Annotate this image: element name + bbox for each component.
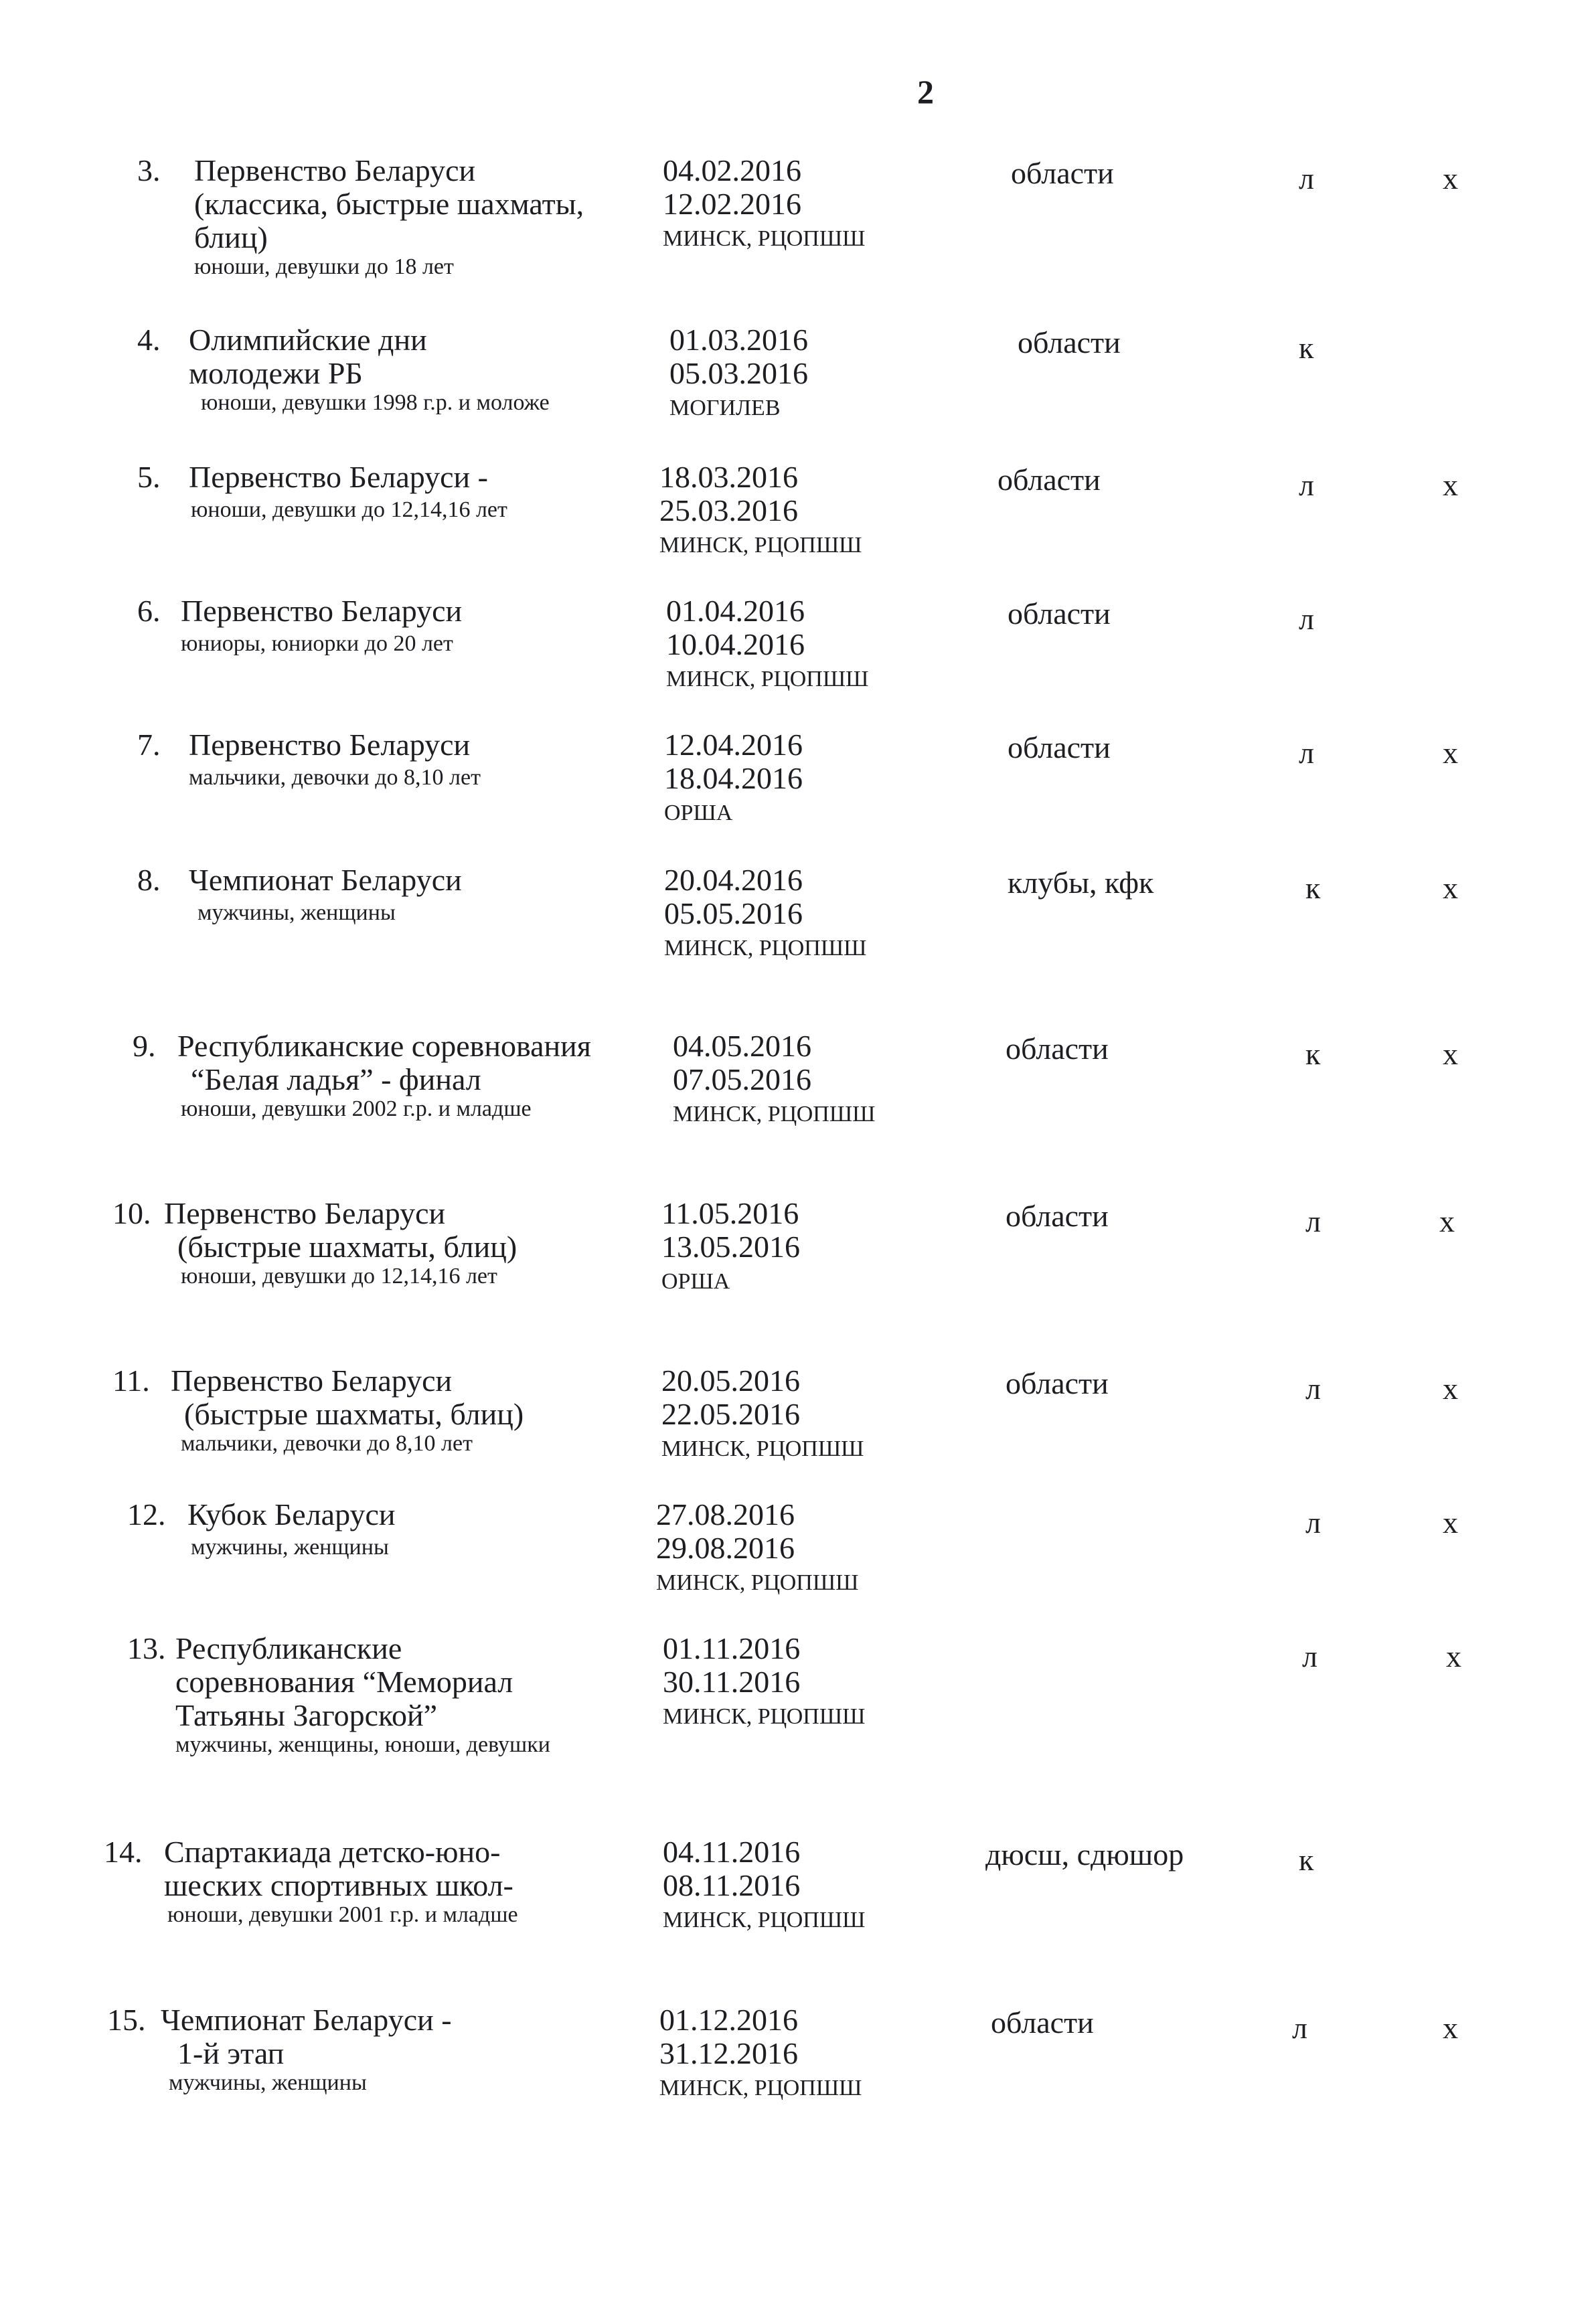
entry-participants-category: мужчины, женщины, юноши, девушки: [175, 1732, 550, 1757]
entry-mark-2: х: [1446, 1639, 1461, 1673]
page-number: 2: [917, 73, 934, 110]
entry-date-from: 01.11.2016: [663, 1631, 801, 1665]
entry-participants-category: юноши, девушки 2001 г.р. и младше: [167, 1902, 518, 1927]
entry-title-line: 1-й этап: [177, 2036, 285, 2070]
entry-title-line: шеских спортивных школ-: [164, 1868, 513, 1902]
competition-entry: [0, 155, 1596, 289]
entry-number: 6.: [137, 594, 161, 628]
entry-date-from: 04.02.2016: [663, 153, 801, 187]
entry-title-line: Первенство Беларуси: [171, 1363, 453, 1398]
entry-title-line: Чемпионат Беларуси -: [161, 2003, 452, 2037]
entry-title-line: Чемпионат Беларуси: [189, 863, 462, 897]
entry-mark-1: л: [1299, 602, 1314, 636]
entry-location: МИНСК, РЦОПШШ: [666, 667, 869, 691]
entry-location: МИНСК, РЦОПШШ: [661, 1436, 864, 1461]
entry-mark-1: л: [1305, 1505, 1321, 1540]
entry-title-line: Олимпийские дни: [189, 323, 427, 357]
entry-participants-category: мужчины, женщины: [197, 900, 396, 925]
competition-entry: [0, 325, 1596, 459]
entry-number: 4.: [137, 323, 161, 357]
entry-mark-2: х: [1443, 2011, 1458, 2045]
competition-entry: [0, 1031, 1596, 1165]
entry-title-line: (классика, быстрые шахматы,: [194, 187, 584, 221]
entry-mark-2: х: [1439, 1204, 1455, 1238]
entry-number: 15.: [107, 2003, 146, 2037]
entry-title-line: Первенство Беларуси -: [189, 460, 488, 494]
entry-participants-category: юноши, девушки 1998 г.р. и моложе: [201, 390, 550, 415]
entry-mark-1: л: [1299, 468, 1314, 502]
entry-mark-1: л: [1305, 1204, 1321, 1238]
entry-title-line: Первенство Беларуси: [164, 1196, 446, 1230]
entry-mark-1: л: [1299, 161, 1314, 195]
entry-participating-teams: области: [1018, 325, 1121, 359]
entry-mark-1: к: [1299, 331, 1314, 365]
entry-date-from: 20.05.2016: [661, 1363, 800, 1398]
entry-location: МИНСК, РЦОПШШ: [659, 2076, 862, 2100]
entry-participating-teams: области: [998, 463, 1101, 497]
entry-mark-1: к: [1305, 871, 1321, 905]
entry-date-to: 25.03.2016: [659, 493, 798, 527]
entry-participating-teams: дюсш, сдюшор: [985, 1837, 1184, 1872]
entry-number: 13.: [127, 1631, 166, 1665]
entry-mark-1: л: [1292, 2011, 1307, 2045]
entry-participating-teams: области: [1006, 1366, 1109, 1400]
competition-entry: [0, 1633, 1596, 1767]
entry-date-to: 31.12.2016: [659, 2036, 798, 2070]
entry-location: МИНСК, РЦОПШШ: [663, 226, 866, 251]
entry-mark-2: х: [1443, 1372, 1458, 1406]
entry-mark-2: х: [1443, 736, 1458, 770]
competition-entry: [0, 1499, 1596, 1633]
entry-title-line: Татьяны Загорской”: [175, 1698, 438, 1732]
entry-participants-category: мужчины, женщины: [169, 2070, 367, 2095]
competition-entry: [0, 1365, 1596, 1499]
entry-participants-category: юноши, девушки 2002 г.р. и младше: [181, 1096, 532, 1121]
entry-mark-1: к: [1305, 1037, 1321, 1071]
entry-number: 11.: [112, 1363, 150, 1398]
competition-entry: [0, 596, 1596, 730]
entry-participants-category: мальчики, девочки до 8,10 лет: [181, 1431, 473, 1456]
entry-mark-2: х: [1443, 871, 1458, 905]
entry-date-to: 05.05.2016: [664, 896, 803, 930]
entry-title-line: (быстрые шахматы, блиц): [184, 1397, 524, 1431]
competition-entry: [0, 1837, 1596, 1971]
competition-entry: [0, 730, 1596, 863]
entry-title-line: Первенство Беларуси: [189, 728, 471, 762]
entry-participating-teams: области: [991, 2005, 1094, 2040]
entry-number: 14.: [104, 1835, 143, 1869]
entry-mark-2: х: [1443, 1037, 1458, 1071]
entry-location: МИНСК, РЦОПШШ: [659, 533, 862, 558]
entry-date-to: 10.04.2016: [666, 627, 805, 661]
entry-date-to: 12.02.2016: [663, 187, 801, 221]
entry-mark-1: к: [1299, 1843, 1314, 1877]
entry-location: МОГИЛЕВ: [669, 396, 781, 420]
entry-mark-1: л: [1302, 1639, 1318, 1673]
entry-participating-teams: области: [1008, 730, 1111, 764]
entry-date-to: 07.05.2016: [673, 1062, 811, 1096]
entry-date-to: 29.08.2016: [656, 1531, 795, 1565]
entry-number: 8.: [137, 863, 161, 897]
entry-date-from: 20.04.2016: [664, 863, 803, 897]
entry-number: 3.: [137, 153, 161, 187]
entry-date-from: 01.04.2016: [666, 594, 805, 628]
entry-location: ОРША: [664, 801, 733, 825]
entry-participating-teams: области: [1008, 596, 1111, 631]
entry-date-to: 30.11.2016: [663, 1665, 801, 1699]
entry-date-from: 01.03.2016: [669, 323, 808, 357]
entry-date-from: 11.05.2016: [661, 1196, 799, 1230]
entry-date-from: 04.05.2016: [673, 1029, 811, 1063]
entry-title-line: (быстрые шахматы, блиц): [177, 1230, 517, 1264]
entry-participants-category: юноши, девушки до 12,14,16 лет: [191, 497, 507, 522]
entry-mark-2: х: [1443, 161, 1458, 195]
competition-entry: [0, 462, 1596, 596]
entry-location: МИНСК, РЦОПШШ: [664, 936, 867, 961]
entry-location: МИНСК, РЦОПШШ: [663, 1704, 866, 1729]
entry-number: 9.: [133, 1029, 156, 1063]
entry-title-line: Первенство Беларуси: [194, 153, 476, 187]
entry-date-to: 05.03.2016: [669, 356, 808, 390]
entry-date-to: 13.05.2016: [661, 1230, 800, 1264]
entry-participating-teams: области: [1011, 156, 1114, 190]
entry-title-line: “Белая ладья” - финал: [191, 1062, 481, 1096]
entry-date-from: 27.08.2016: [656, 1497, 795, 1531]
entry-location: МИНСК, РЦОПШШ: [656, 1570, 859, 1595]
entry-date-to: 22.05.2016: [661, 1397, 800, 1431]
entry-participants-category: мальчики, девочки до 8,10 лет: [189, 765, 481, 790]
entry-date-to: 18.04.2016: [664, 761, 803, 795]
entry-participants-category: юниоры, юниорки до 20 лет: [181, 631, 453, 656]
entry-participating-teams: области: [1006, 1031, 1109, 1066]
entry-date-from: 12.04.2016: [664, 728, 803, 762]
competition-entry: [0, 2005, 1596, 2139]
entry-participating-teams: области: [1006, 1199, 1109, 1233]
entry-location: ОРША: [661, 1269, 730, 1294]
entry-title-line: Кубок Беларуси: [187, 1497, 396, 1531]
entry-date-from: 18.03.2016: [659, 460, 798, 494]
entry-title-line: Республиканские соревнования: [177, 1029, 591, 1063]
competition-entry: [0, 1198, 1596, 1332]
entry-mark-2: х: [1443, 1505, 1458, 1540]
entry-title-line: блиц): [194, 220, 268, 254]
entry-location: МИНСК, РЦОПШШ: [673, 1102, 876, 1127]
entry-participants-category: юноши, девушки до 18 лет: [194, 254, 454, 279]
entry-participating-teams: клубы, кфк: [1008, 865, 1154, 900]
competition-entry: [0, 865, 1596, 999]
entry-date-to: 08.11.2016: [663, 1868, 801, 1902]
entry-participants-category: юноши, девушки до 12,14,16 лет: [181, 1264, 497, 1289]
entry-number: 5.: [137, 460, 161, 494]
entry-mark-1: л: [1299, 736, 1314, 770]
entry-number: 7.: [137, 728, 161, 762]
entry-title-line: соревнования “Мемориал: [175, 1665, 513, 1699]
entry-participants-category: мужчины, женщины: [191, 1535, 389, 1560]
entry-location: МИНСК, РЦОПШШ: [663, 1908, 866, 1932]
entry-mark-1: л: [1305, 1372, 1321, 1406]
entry-title-line: Республиканские: [175, 1631, 402, 1665]
entry-number: 12.: [127, 1497, 166, 1531]
entry-title-line: Первенство Беларуси: [181, 594, 463, 628]
entry-date-from: 01.12.2016: [659, 2003, 798, 2037]
entry-title-line: Спартакиада детско-юно-: [164, 1835, 501, 1869]
entry-date-from: 04.11.2016: [663, 1835, 801, 1869]
entry-title-line: молодежи РБ: [189, 356, 363, 390]
entry-mark-2: х: [1443, 468, 1458, 502]
entry-number: 10.: [112, 1196, 151, 1230]
